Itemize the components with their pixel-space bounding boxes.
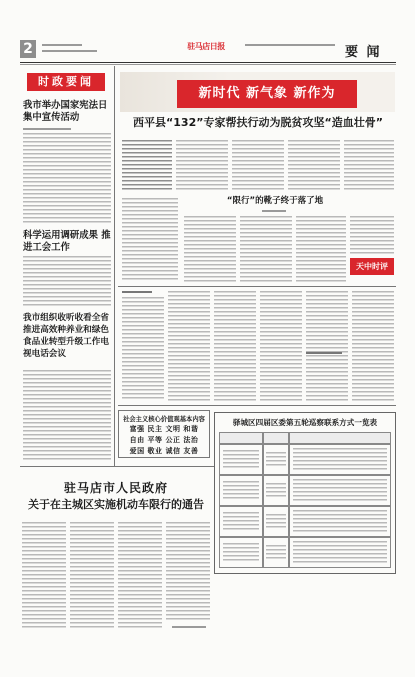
core-values-row-3: 爱国 敬业 诚信 友善 — [129, 447, 199, 455]
feature-body-col-2 — [176, 140, 228, 192]
notice-col-1 — [22, 522, 66, 630]
dateline — [42, 44, 82, 46]
feature-headline: 西平县“132”专家帮扶行动为脱贫攻坚“造血壮骨” — [133, 116, 383, 129]
notice-col-2 — [70, 522, 114, 630]
continuation-col-5 — [306, 291, 348, 401]
notice-title: 关于在主城区实施机动车限行的通告 — [28, 498, 204, 511]
table-cell-text — [223, 543, 259, 563]
continuation-col-3 — [214, 291, 256, 401]
article-2-headline: 科学运用调研成果 推进工会工作 — [23, 230, 111, 253]
core-values-row-1: 富强 民主 文明 和谐 — [129, 425, 199, 433]
masthead-logo: 驻马店日报 — [187, 41, 225, 51]
feature-bottom-rule — [118, 286, 396, 287]
feature-body-col-3 — [232, 140, 284, 192]
core-values-row-2: 自由 平等 公正 法治 — [129, 436, 199, 444]
feature-banner: 新时代 新气象 新作为 — [177, 80, 357, 108]
table-cell-text — [266, 483, 286, 497]
table-cell-text — [293, 510, 387, 534]
commentary-col-3 — [296, 216, 346, 282]
dateline-sub — [42, 50, 97, 52]
article-3-headline: 我市组织收听收看全省推进高效种养业和绿色食品业转型升级工作电视电话会议 — [23, 313, 109, 359]
table-header-cell — [263, 432, 289, 444]
table-cell-text — [223, 450, 259, 470]
feature-body-col-1 — [122, 140, 172, 192]
notice-col-3 — [118, 522, 162, 630]
side-article-body — [122, 198, 178, 282]
left-column-divider — [114, 66, 115, 466]
notice-signature — [172, 626, 206, 628]
commentary-col-4 — [350, 216, 394, 254]
continuation-col-6 — [352, 291, 394, 401]
left-bottom-rule — [20, 466, 214, 467]
continuation-heading — [122, 291, 152, 293]
section-title: 要 闻 — [345, 45, 382, 60]
commentary-column-label: 天中时评 — [350, 258, 394, 275]
feature-body-col-5 — [344, 140, 394, 192]
continuation-subheading — [306, 352, 342, 354]
table-cell-text — [293, 448, 387, 472]
article-3-body — [23, 370, 111, 462]
table-cell-text — [293, 541, 387, 565]
commentary-byline — [262, 210, 286, 212]
commentary-headline: “限行”的靴子终于落了地 — [226, 196, 324, 206]
page-number: 2 — [20, 40, 36, 58]
commentary-col-2 — [240, 216, 292, 282]
continuation-col-4 — [260, 291, 302, 401]
notice-issuer: 驻马店市人民政府 — [63, 481, 168, 495]
continuation-col-1 — [122, 297, 164, 401]
article-1-byline — [23, 128, 71, 130]
table-header-cell — [289, 432, 391, 444]
table-cell-text — [223, 481, 259, 501]
table-cell-text — [223, 512, 259, 532]
core-values-title: 社会主义核心价值观基本内容 — [123, 416, 205, 423]
table-cell-text — [266, 514, 286, 528]
table-cell-text — [266, 452, 286, 466]
header-rule — [20, 62, 396, 63]
contact-table-title: 驿城区四届区委第五轮巡察联系方式一览表 — [232, 418, 378, 427]
table-cell-text — [266, 545, 286, 559]
core-values-box — [118, 410, 210, 458]
continuation-col-2 — [168, 291, 210, 401]
article-2-body — [23, 256, 111, 308]
middle-bottom-rule — [118, 405, 396, 406]
article-1-headline: 我市举办国家宪法日集中宣传活动 — [23, 100, 108, 123]
politics-news-label: 时政要闻 — [27, 73, 105, 91]
commentary-col-1 — [184, 216, 236, 282]
article-1-body — [23, 133, 111, 225]
feature-body-col-4 — [288, 140, 340, 192]
table-cell-text — [293, 479, 387, 503]
header-info — [245, 44, 335, 46]
header-rule-thin — [20, 64, 396, 65]
notice-col-4 — [166, 522, 210, 622]
table-header-cell — [219, 432, 263, 444]
